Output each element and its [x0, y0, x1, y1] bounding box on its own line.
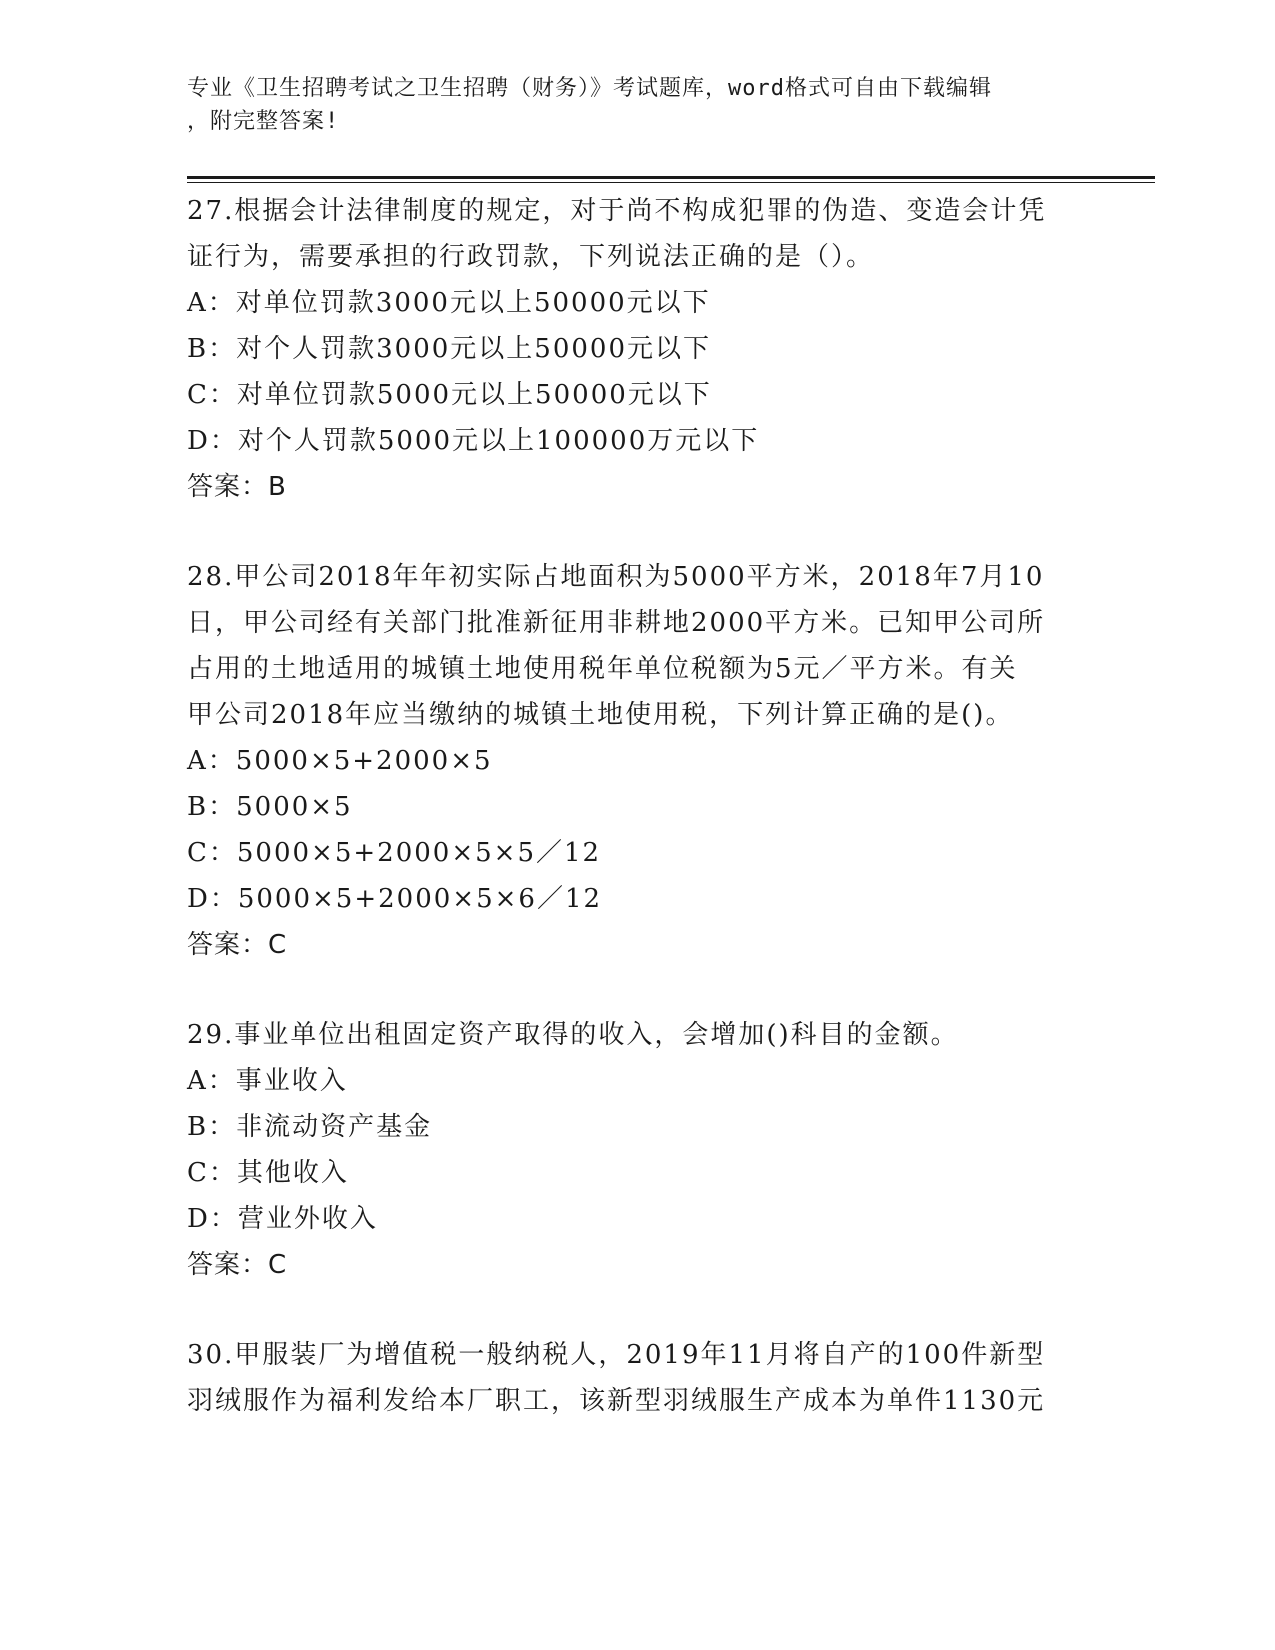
answer-option: B：非流动资产基金 — [187, 1112, 433, 1142]
correct-answer: 答案：B — [187, 472, 287, 502]
question-stem-line: 30.甲服装厂为增值税一般纳税人，2019年11月将自产的100件新型 — [187, 1340, 1046, 1370]
answer-option: D：营业外收入 — [187, 1204, 378, 1234]
question-stem-line: 29.事业单位出租固定资产取得的收入，会增加()科目的金额。 — [187, 1020, 959, 1050]
answer-option: A：对单位罚款3000元以上50000元以下 — [187, 288, 711, 318]
answer-option: A：5000×5+2000×5 — [187, 746, 493, 776]
answer-option: C：对单位罚款5000元以上50000元以下 — [187, 380, 712, 410]
answer-option: D：对个人罚款5000元以上100000万元以下 — [187, 426, 760, 456]
question-block — [187, 1332, 1087, 1424]
question-list — [187, 188, 1087, 1468]
answer-option: B：5000×5 — [187, 792, 353, 822]
question-block — [187, 188, 1087, 510]
correct-answer: 答案：C — [187, 1250, 288, 1280]
answer-option: C：其他收入 — [187, 1158, 349, 1188]
question-stem-line: 甲公司2018年应当缴纳的城镇土地使用税，下列计算正确的是()。 — [187, 700, 1014, 730]
question-stem-line: 占用的土地适用的城镇土地使用税年单位税额为5元／平方米。有关 — [187, 654, 1018, 684]
correct-answer: 答案：C — [187, 930, 288, 960]
question-block — [187, 1012, 1087, 1288]
answer-option: B：对个人罚款3000元以上50000元以下 — [187, 334, 711, 364]
document-header — [187, 72, 1067, 138]
header-line-2: ，附完整答案! — [187, 109, 340, 134]
question-stem-line: 27.根据会计法律制度的规定，对于尚不构成犯罪的伪造、变造会计凭 — [187, 196, 1047, 226]
answer-option: C：5000×5+2000×5×5／12 — [187, 838, 602, 868]
header-rule-thin — [187, 182, 1155, 183]
question-stem-line: 证行为，需要承担的行政罚款，下列说法正确的是（）。 — [187, 242, 875, 272]
header-line-1: 专业《卫生招聘考试之卫生招聘（财务）》考试题库，word格式可自由下载编辑 — [187, 76, 992, 101]
header-rule-thick — [187, 176, 1155, 179]
question-stem-line: 日，甲公司经有关部门批准新征用非耕地2000平方米。已知甲公司所 — [187, 608, 1046, 638]
answer-option: A：事业收入 — [187, 1066, 348, 1096]
question-block — [187, 554, 1087, 968]
question-stem-line: 羽绒服作为福利发给本厂职工，该新型羽绒服生产成本为单件1130元 — [187, 1386, 1046, 1416]
answer-option: D：5000×5+2000×5×6／12 — [187, 884, 603, 914]
question-stem-line: 28.甲公司2018年年初实际占地面积为5000平方米，2018年7月10 — [187, 562, 1045, 592]
